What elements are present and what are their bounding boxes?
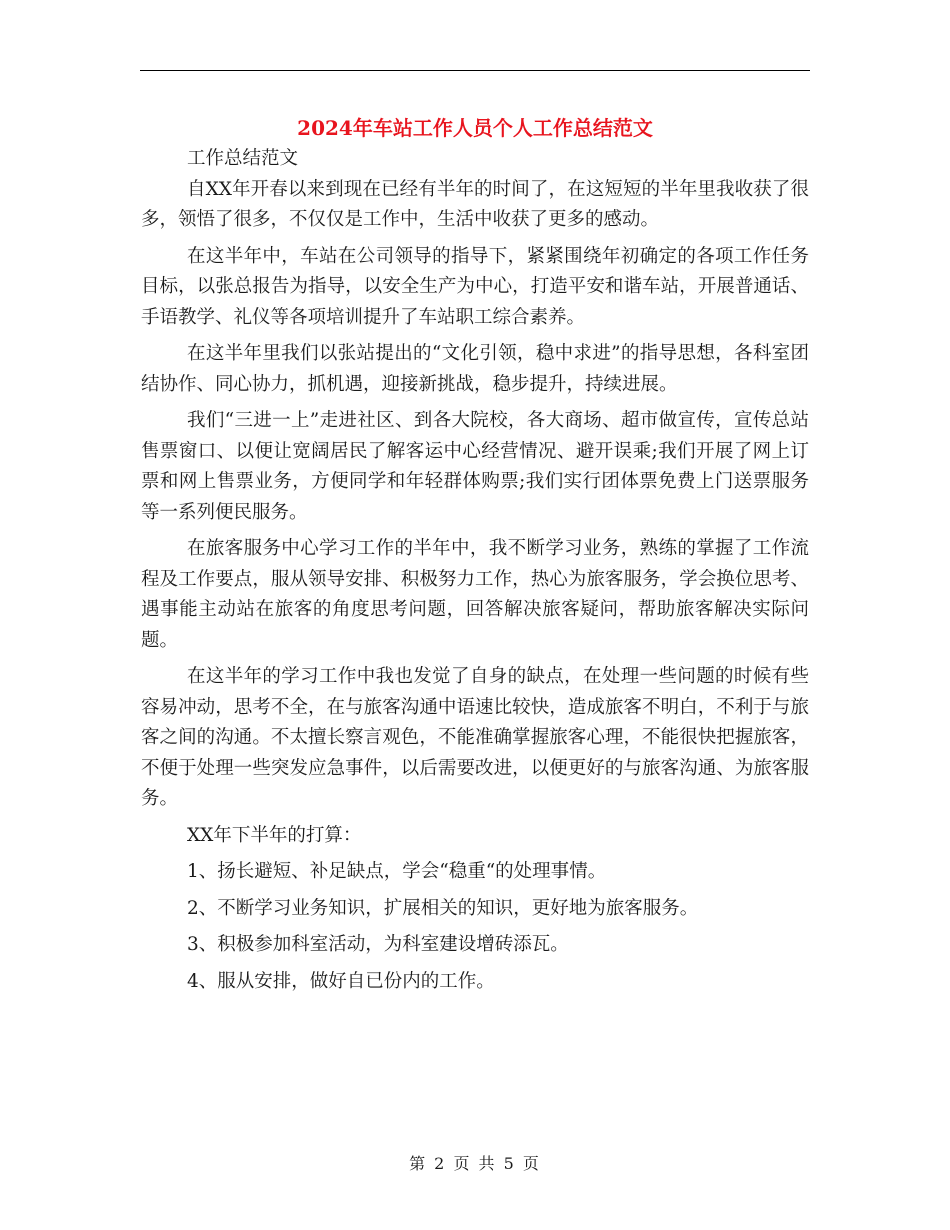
paragraph-intro: 自XX年开春以来到现在已经有半年的时间了，在这短短的半年里我收获了很多，领悟了很多，不仅仅是工作中，生活中收获了更多的感动。 [141,178,809,230]
paragraph-subtitle: 工作总结范文 [187,148,299,169]
header-rule [140,70,810,71]
document-body [141,144,809,997]
plan-item-2: 2、不断学习业务知识，扩展相关的知识，更好地为旅客服务。 [187,897,699,919]
paragraph-personal-work: 在旅客服务中心学习工作的半年中，我不断学习业务，熟练的掌握了工作流程及工作要点，服从领导安排、积极努力工作，热心为旅客服务，学会换位思考、遇事能主动站在旅客的角度思考问题，回答解决旅客疑问，帮助旅客解决实际问题。 [141,538,809,651]
plan-item-3: 3、积极参加科室活动，为科室建设增砖添瓦。 [187,934,569,955]
paragraph-guiding-idea: 在这半年里我们以张站提出的“文化引领，稳中求进”的指导思想，各科室团结协作、同心协力，抓机遇，迎接新挑战，稳步提升，持续进展。 [141,343,809,395]
paragraph-station-work: 在这半年中，车站在公司领导的指导下，紧紧围绕年初确定的各项工作任务目标，以张总报告为指导，以安全生产为中心，打造平安和谐车站，开展普通话、手语教学、礼仪等各项培训提升了车站职工综合素养。 [141,245,809,328]
paragraph-plan-heading: XX年下半年的打算： [187,824,362,846]
page-number-footer: 第 2 页 共 5 页 [409,1154,541,1173]
paragraph-outreach: 我们“三进一上”走进社区、到各大院校，各大商场、超市做宣传，宣传总站售票窗口、以便让宽阔居民了解客运中心经营情况、避开误乘;我们开展了网上订票和网上售票业务，方便同学和年轻群体购票;我们实行团体票免费上门送票服务等一系列便民服务。 [141,410,809,523]
paragraph-shortcomings: 在这半年的学习工作中我也发觉了自身的缺点，在处理一些问题的时候有些容易冲动，思考不全，在与旅客沟通中语速比较快，造成旅客不明白，不利于与旅客之间的沟通。不太擅长察言观色，不能准确掌握旅客心理，不能很快把握旅客，不便于处理一些突发应急事件，以后需要改进，以便更好的与旅客沟通、为旅客服务。 [141,666,809,809]
document-title: 2024年车站工作人员个人工作总结范文 [297,116,653,140]
plan-item-4: 4、服从安排，做好自已份内的工作。 [187,970,495,992]
plan-item-1: 1、扬长避短、补足缺点，学会“稳重“的处理事情。 [187,861,607,882]
